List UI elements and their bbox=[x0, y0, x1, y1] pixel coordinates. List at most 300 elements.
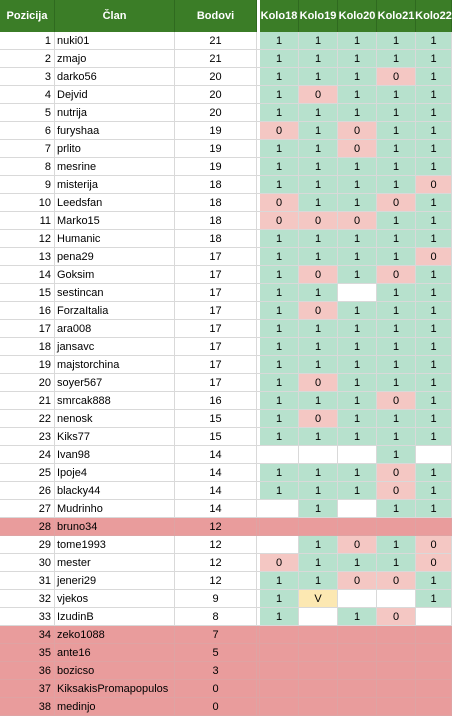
cell-kolo-22[interactable]: 0 bbox=[416, 248, 452, 266]
cell-position[interactable]: 19 bbox=[0, 356, 55, 374]
cell-points[interactable]: 17 bbox=[175, 302, 257, 320]
cell-points[interactable]: 12 bbox=[175, 554, 257, 572]
cell-kolo-19[interactable]: 1 bbox=[299, 50, 338, 68]
cell-kolo-19[interactable]: 1 bbox=[299, 536, 338, 554]
cell-kolo-20[interactable] bbox=[338, 626, 377, 644]
cell-kolo-18[interactable]: 1 bbox=[260, 140, 299, 158]
cell-member[interactable]: Ivan98 bbox=[55, 446, 175, 464]
cell-member[interactable]: nutrija bbox=[55, 104, 175, 122]
cell-kolo-19[interactable]: 0 bbox=[299, 86, 338, 104]
cell-position[interactable]: 7 bbox=[0, 140, 55, 158]
cell-kolo-19[interactable]: 1 bbox=[299, 104, 338, 122]
cell-kolo-20[interactable]: 1 bbox=[338, 608, 377, 626]
cell-kolo-22[interactable] bbox=[416, 626, 452, 644]
cell-points[interactable]: 14 bbox=[175, 500, 257, 518]
cell-points[interactable]: 12 bbox=[175, 536, 257, 554]
cell-kolo-20[interactable]: 1 bbox=[338, 32, 377, 50]
cell-position[interactable]: 26 bbox=[0, 482, 55, 500]
cell-points[interactable]: 0 bbox=[175, 680, 257, 698]
cell-member[interactable]: IzudinB bbox=[55, 608, 175, 626]
cell-kolo-18[interactable] bbox=[260, 500, 299, 518]
cell-position[interactable]: 1 bbox=[0, 32, 55, 50]
cell-kolo-19[interactable]: 1 bbox=[299, 140, 338, 158]
cell-kolo-19[interactable]: 0 bbox=[299, 212, 338, 230]
cell-kolo-20[interactable]: 1 bbox=[338, 194, 377, 212]
cell-kolo-20[interactable]: 0 bbox=[338, 572, 377, 590]
cell-kolo-21[interactable] bbox=[377, 590, 416, 608]
cell-kolo-18[interactable]: 1 bbox=[260, 248, 299, 266]
cell-kolo-18[interactable]: 1 bbox=[260, 50, 299, 68]
cell-kolo-22[interactable]: 1 bbox=[416, 572, 452, 590]
cell-position[interactable]: 10 bbox=[0, 194, 55, 212]
cell-position[interactable]: 28 bbox=[0, 518, 55, 536]
cell-points[interactable]: 8 bbox=[175, 608, 257, 626]
cell-position[interactable]: 22 bbox=[0, 410, 55, 428]
cell-kolo-22[interactable]: 0 bbox=[416, 554, 452, 572]
cell-kolo-18[interactable]: 1 bbox=[260, 176, 299, 194]
cell-kolo-22[interactable]: 1 bbox=[416, 32, 452, 50]
cell-kolo-22[interactable]: 1 bbox=[416, 428, 452, 446]
cell-kolo-20[interactable]: 1 bbox=[338, 554, 377, 572]
cell-member[interactable]: nenosk bbox=[55, 410, 175, 428]
cell-points[interactable]: 20 bbox=[175, 68, 257, 86]
cell-member[interactable]: furyshaa bbox=[55, 122, 175, 140]
cell-member[interactable]: ara008 bbox=[55, 320, 175, 338]
cell-kolo-18[interactable]: 1 bbox=[260, 572, 299, 590]
cell-member[interactable]: Dejvid bbox=[55, 86, 175, 104]
cell-points[interactable]: 3 bbox=[175, 662, 257, 680]
cell-kolo-20[interactable]: 1 bbox=[338, 86, 377, 104]
header-clan[interactable]: Član bbox=[55, 0, 175, 32]
cell-kolo-18[interactable]: 1 bbox=[260, 68, 299, 86]
cell-kolo-18[interactable]: 1 bbox=[260, 302, 299, 320]
cell-position[interactable]: 14 bbox=[0, 266, 55, 284]
cell-position[interactable]: 32 bbox=[0, 590, 55, 608]
cell-member[interactable]: vjekos bbox=[55, 590, 175, 608]
cell-kolo-22[interactable]: 1 bbox=[416, 104, 452, 122]
cell-kolo-21[interactable] bbox=[377, 518, 416, 536]
cell-position[interactable]: 20 bbox=[0, 374, 55, 392]
cell-position[interactable]: 17 bbox=[0, 320, 55, 338]
cell-points[interactable]: 19 bbox=[175, 122, 257, 140]
cell-points[interactable]: 17 bbox=[175, 266, 257, 284]
cell-kolo-19[interactable]: 0 bbox=[299, 266, 338, 284]
cell-kolo-22[interactable]: 1 bbox=[416, 284, 452, 302]
cell-member[interactable]: zeko1088 bbox=[55, 626, 175, 644]
cell-kolo-19[interactable]: 1 bbox=[299, 194, 338, 212]
cell-kolo-21[interactable]: 1 bbox=[377, 302, 416, 320]
cell-position[interactable]: 36 bbox=[0, 662, 55, 680]
cell-kolo-21[interactable]: 1 bbox=[377, 212, 416, 230]
cell-kolo-18[interactable]: 1 bbox=[260, 230, 299, 248]
cell-kolo-22[interactable] bbox=[416, 698, 452, 716]
cell-member[interactable]: bruno34 bbox=[55, 518, 175, 536]
cell-kolo-18[interactable]: 1 bbox=[260, 86, 299, 104]
cell-kolo-21[interactable]: 1 bbox=[377, 410, 416, 428]
cell-kolo-22[interactable]: 1 bbox=[416, 122, 452, 140]
cell-kolo-22[interactable]: 1 bbox=[416, 338, 452, 356]
cell-points[interactable]: 14 bbox=[175, 464, 257, 482]
cell-position[interactable]: 24 bbox=[0, 446, 55, 464]
cell-kolo-19[interactable]: 0 bbox=[299, 302, 338, 320]
cell-kolo-19[interactable]: 0 bbox=[299, 374, 338, 392]
cell-points[interactable]: 7 bbox=[175, 626, 257, 644]
cell-kolo-20[interactable]: 1 bbox=[338, 428, 377, 446]
cell-kolo-21[interactable]: 1 bbox=[377, 554, 416, 572]
cell-position[interactable]: 33 bbox=[0, 608, 55, 626]
cell-points[interactable]: 18 bbox=[175, 230, 257, 248]
cell-kolo-18[interactable]: 1 bbox=[260, 464, 299, 482]
cell-member[interactable]: zmajo bbox=[55, 50, 175, 68]
cell-kolo-20[interactable]: 1 bbox=[338, 176, 377, 194]
cell-kolo-18[interactable]: 0 bbox=[260, 212, 299, 230]
cell-member[interactable]: prlito bbox=[55, 140, 175, 158]
cell-member[interactable]: Leedsfan bbox=[55, 194, 175, 212]
cell-points[interactable]: 17 bbox=[175, 374, 257, 392]
cell-kolo-18[interactable]: 0 bbox=[260, 554, 299, 572]
cell-kolo-21[interactable]: 1 bbox=[377, 122, 416, 140]
cell-kolo-20[interactable] bbox=[338, 698, 377, 716]
cell-kolo-19[interactable] bbox=[299, 698, 338, 716]
cell-kolo-18[interactable] bbox=[260, 518, 299, 536]
cell-kolo-18[interactable]: 1 bbox=[260, 320, 299, 338]
cell-kolo-19[interactable]: 1 bbox=[299, 554, 338, 572]
cell-kolo-19[interactable]: 1 bbox=[299, 464, 338, 482]
cell-kolo-21[interactable]: 0 bbox=[377, 572, 416, 590]
cell-kolo-19[interactable]: 1 bbox=[299, 68, 338, 86]
cell-kolo-20[interactable]: 1 bbox=[338, 392, 377, 410]
cell-kolo-21[interactable] bbox=[377, 698, 416, 716]
cell-kolo-19[interactable]: 0 bbox=[299, 410, 338, 428]
cell-position[interactable]: 25 bbox=[0, 464, 55, 482]
cell-kolo-18[interactable]: 1 bbox=[260, 356, 299, 374]
cell-points[interactable]: 16 bbox=[175, 392, 257, 410]
cell-points[interactable]: 9 bbox=[175, 590, 257, 608]
cell-kolo-19[interactable]: 1 bbox=[299, 572, 338, 590]
cell-kolo-20[interactable]: 1 bbox=[338, 338, 377, 356]
cell-kolo-19[interactable]: 1 bbox=[299, 392, 338, 410]
cell-kolo-20[interactable]: 1 bbox=[338, 302, 377, 320]
cell-kolo-18[interactable] bbox=[260, 662, 299, 680]
cell-position[interactable]: 4 bbox=[0, 86, 55, 104]
cell-kolo-20[interactable]: 1 bbox=[338, 464, 377, 482]
cell-position[interactable]: 13 bbox=[0, 248, 55, 266]
cell-kolo-22[interactable]: 1 bbox=[416, 410, 452, 428]
cell-member[interactable]: bozicso bbox=[55, 662, 175, 680]
cell-kolo-19[interactable]: 1 bbox=[299, 428, 338, 446]
cell-kolo-18[interactable]: 1 bbox=[260, 482, 299, 500]
cell-member[interactable]: mester bbox=[55, 554, 175, 572]
cell-member[interactable]: nuki01 bbox=[55, 32, 175, 50]
cell-kolo-21[interactable]: 1 bbox=[377, 86, 416, 104]
cell-kolo-20[interactable]: 1 bbox=[338, 248, 377, 266]
cell-kolo-21[interactable]: 1 bbox=[377, 500, 416, 518]
cell-kolo-21[interactable]: 1 bbox=[377, 248, 416, 266]
cell-kolo-21[interactable]: 0 bbox=[377, 464, 416, 482]
cell-member[interactable]: majstorchina bbox=[55, 356, 175, 374]
cell-kolo-20[interactable] bbox=[338, 446, 377, 464]
cell-points[interactable]: 15 bbox=[175, 428, 257, 446]
cell-member[interactable]: mesrine bbox=[55, 158, 175, 176]
cell-kolo-22[interactable]: 1 bbox=[416, 212, 452, 230]
cell-points[interactable]: 20 bbox=[175, 86, 257, 104]
header-kolo-22[interactable]: Kolo 22 bbox=[416, 0, 452, 32]
cell-kolo-21[interactable]: 0 bbox=[377, 194, 416, 212]
header-kolo-20[interactable]: Kolo 20 bbox=[338, 0, 377, 32]
cell-kolo-21[interactable]: 1 bbox=[377, 374, 416, 392]
cell-kolo-22[interactable]: 1 bbox=[416, 482, 452, 500]
cell-kolo-18[interactable]: 0 bbox=[260, 122, 299, 140]
cell-member[interactable]: darko56 bbox=[55, 68, 175, 86]
cell-kolo-20[interactable]: 1 bbox=[338, 68, 377, 86]
cell-position[interactable]: 21 bbox=[0, 392, 55, 410]
cell-points[interactable]: 0 bbox=[175, 698, 257, 716]
cell-kolo-21[interactable]: 1 bbox=[377, 140, 416, 158]
cell-member[interactable]: Humanic bbox=[55, 230, 175, 248]
cell-kolo-22[interactable]: 1 bbox=[416, 68, 452, 86]
cell-kolo-19[interactable]: 1 bbox=[299, 482, 338, 500]
cell-points[interactable]: 15 bbox=[175, 410, 257, 428]
cell-kolo-22[interactable] bbox=[416, 680, 452, 698]
cell-kolo-21[interactable] bbox=[377, 644, 416, 662]
cell-kolo-18[interactable] bbox=[260, 680, 299, 698]
cell-kolo-19[interactable]: 1 bbox=[299, 500, 338, 518]
cell-kolo-22[interactable]: 1 bbox=[416, 590, 452, 608]
cell-kolo-21[interactable]: 1 bbox=[377, 428, 416, 446]
cell-member[interactable]: sestincan bbox=[55, 284, 175, 302]
cell-kolo-20[interactable]: 0 bbox=[338, 140, 377, 158]
cell-kolo-21[interactable]: 1 bbox=[377, 158, 416, 176]
cell-kolo-18[interactable]: 1 bbox=[260, 410, 299, 428]
cell-kolo-18[interactable]: 1 bbox=[260, 428, 299, 446]
header-kolo-18[interactable]: Kolo 18 bbox=[260, 0, 299, 32]
cell-kolo-22[interactable] bbox=[416, 518, 452, 536]
cell-kolo-20[interactable]: 1 bbox=[338, 374, 377, 392]
cell-points[interactable]: 19 bbox=[175, 140, 257, 158]
cell-kolo-22[interactable]: 1 bbox=[416, 374, 452, 392]
cell-kolo-22[interactable] bbox=[416, 662, 452, 680]
cell-kolo-19[interactable] bbox=[299, 662, 338, 680]
cell-kolo-19[interactable]: V bbox=[299, 590, 338, 608]
cell-kolo-21[interactable]: 0 bbox=[377, 608, 416, 626]
cell-kolo-18[interactable]: 1 bbox=[260, 104, 299, 122]
cell-kolo-20[interactable]: 1 bbox=[338, 482, 377, 500]
cell-kolo-19[interactable]: 1 bbox=[299, 320, 338, 338]
cell-points[interactable]: 18 bbox=[175, 176, 257, 194]
cell-kolo-21[interactable]: 1 bbox=[377, 320, 416, 338]
cell-kolo-19[interactable]: 1 bbox=[299, 158, 338, 176]
cell-kolo-22[interactable]: 1 bbox=[416, 464, 452, 482]
cell-points[interactable]: 21 bbox=[175, 50, 257, 68]
cell-kolo-20[interactable] bbox=[338, 680, 377, 698]
cell-kolo-22[interactable] bbox=[416, 608, 452, 626]
cell-kolo-20[interactable]: 1 bbox=[338, 356, 377, 374]
cell-kolo-18[interactable]: 1 bbox=[260, 158, 299, 176]
header-kolo-19[interactable]: Kolo 19 bbox=[299, 0, 338, 32]
cell-position[interactable]: 38 bbox=[0, 698, 55, 716]
cell-position[interactable]: 12 bbox=[0, 230, 55, 248]
cell-kolo-18[interactable] bbox=[260, 446, 299, 464]
header-bodovi[interactable]: Bodovi bbox=[175, 0, 257, 32]
cell-position[interactable]: 9 bbox=[0, 176, 55, 194]
cell-kolo-21[interactable]: 1 bbox=[377, 176, 416, 194]
cell-kolo-20[interactable] bbox=[338, 284, 377, 302]
cell-kolo-21[interactable]: 0 bbox=[377, 482, 416, 500]
cell-member[interactable]: KiksakisPromapopulos bbox=[55, 680, 175, 698]
cell-kolo-19[interactable]: 1 bbox=[299, 32, 338, 50]
cell-kolo-19[interactable]: 1 bbox=[299, 338, 338, 356]
cell-points[interactable]: 12 bbox=[175, 572, 257, 590]
cell-position[interactable]: 30 bbox=[0, 554, 55, 572]
cell-points[interactable]: 18 bbox=[175, 212, 257, 230]
cell-points[interactable]: 18 bbox=[175, 194, 257, 212]
cell-kolo-22[interactable]: 1 bbox=[416, 140, 452, 158]
cell-kolo-21[interactable] bbox=[377, 680, 416, 698]
cell-member[interactable]: blacky44 bbox=[55, 482, 175, 500]
cell-position[interactable]: 34 bbox=[0, 626, 55, 644]
cell-kolo-20[interactable]: 1 bbox=[338, 230, 377, 248]
cell-member[interactable]: Ipoje4 bbox=[55, 464, 175, 482]
cell-kolo-22[interactable]: 1 bbox=[416, 266, 452, 284]
cell-kolo-22[interactable]: 1 bbox=[416, 194, 452, 212]
cell-kolo-22[interactable]: 1 bbox=[416, 230, 452, 248]
cell-kolo-19[interactable]: 1 bbox=[299, 230, 338, 248]
cell-kolo-19[interactable]: 1 bbox=[299, 284, 338, 302]
cell-kolo-20[interactable] bbox=[338, 518, 377, 536]
cell-points[interactable]: 20 bbox=[175, 104, 257, 122]
cell-member[interactable]: smrcak888 bbox=[55, 392, 175, 410]
cell-kolo-19[interactable] bbox=[299, 680, 338, 698]
cell-kolo-22[interactable]: 1 bbox=[416, 158, 452, 176]
cell-kolo-18[interactable]: 0 bbox=[260, 194, 299, 212]
cell-kolo-21[interactable]: 1 bbox=[377, 284, 416, 302]
cell-kolo-18[interactable]: 1 bbox=[260, 590, 299, 608]
cell-kolo-18[interactable]: 1 bbox=[260, 338, 299, 356]
cell-position[interactable]: 16 bbox=[0, 302, 55, 320]
cell-kolo-22[interactable]: 1 bbox=[416, 86, 452, 104]
cell-position[interactable]: 23 bbox=[0, 428, 55, 446]
cell-position[interactable]: 37 bbox=[0, 680, 55, 698]
cell-kolo-20[interactable]: 0 bbox=[338, 122, 377, 140]
cell-kolo-21[interactable]: 0 bbox=[377, 68, 416, 86]
cell-kolo-21[interactable]: 1 bbox=[377, 536, 416, 554]
cell-kolo-20[interactable]: 0 bbox=[338, 212, 377, 230]
cell-kolo-19[interactable]: 1 bbox=[299, 356, 338, 374]
cell-kolo-20[interactable]: 1 bbox=[338, 158, 377, 176]
cell-points[interactable]: 14 bbox=[175, 482, 257, 500]
cell-kolo-20[interactable]: 1 bbox=[338, 410, 377, 428]
cell-points[interactable]: 17 bbox=[175, 356, 257, 374]
cell-position[interactable]: 2 bbox=[0, 50, 55, 68]
cell-member[interactable]: tome1993 bbox=[55, 536, 175, 554]
cell-position[interactable]: 27 bbox=[0, 500, 55, 518]
cell-member[interactable]: ForzaItalia bbox=[55, 302, 175, 320]
cell-position[interactable]: 8 bbox=[0, 158, 55, 176]
cell-kolo-18[interactable] bbox=[260, 536, 299, 554]
cell-kolo-22[interactable]: 1 bbox=[416, 392, 452, 410]
cell-kolo-21[interactable]: 1 bbox=[377, 32, 416, 50]
cell-kolo-22[interactable]: 1 bbox=[416, 302, 452, 320]
cell-kolo-20[interactable]: 1 bbox=[338, 104, 377, 122]
cell-kolo-21[interactable]: 0 bbox=[377, 392, 416, 410]
cell-member[interactable]: pena29 bbox=[55, 248, 175, 266]
cell-kolo-18[interactable]: 1 bbox=[260, 284, 299, 302]
header-pozicija[interactable]: Pozicija bbox=[0, 0, 55, 32]
cell-kolo-22[interactable]: 0 bbox=[416, 536, 452, 554]
cell-member[interactable]: misterija bbox=[55, 176, 175, 194]
cell-points[interactable]: 12 bbox=[175, 518, 257, 536]
cell-member[interactable]: ante16 bbox=[55, 644, 175, 662]
cell-kolo-21[interactable] bbox=[377, 662, 416, 680]
cell-kolo-18[interactable]: 1 bbox=[260, 608, 299, 626]
cell-points[interactable]: 17 bbox=[175, 320, 257, 338]
cell-kolo-21[interactable]: 1 bbox=[377, 356, 416, 374]
cell-kolo-19[interactable]: 1 bbox=[299, 176, 338, 194]
cell-kolo-20[interactable]: 1 bbox=[338, 50, 377, 68]
cell-member[interactable]: jansavc bbox=[55, 338, 175, 356]
cell-kolo-19[interactable] bbox=[299, 608, 338, 626]
cell-member[interactable]: Goksim bbox=[55, 266, 175, 284]
cell-member[interactable]: soyer567 bbox=[55, 374, 175, 392]
cell-kolo-20[interactable] bbox=[338, 662, 377, 680]
cell-points[interactable]: 5 bbox=[175, 644, 257, 662]
cell-kolo-19[interactable]: 1 bbox=[299, 122, 338, 140]
cell-points[interactable]: 21 bbox=[175, 32, 257, 50]
cell-kolo-20[interactable] bbox=[338, 644, 377, 662]
cell-kolo-20[interactable] bbox=[338, 500, 377, 518]
cell-kolo-20[interactable]: 1 bbox=[338, 320, 377, 338]
cell-kolo-22[interactable] bbox=[416, 446, 452, 464]
cell-position[interactable]: 3 bbox=[0, 68, 55, 86]
cell-kolo-18[interactable]: 1 bbox=[260, 266, 299, 284]
cell-member[interactable]: Mudrinho bbox=[55, 500, 175, 518]
header-kolo-21[interactable]: Kolo 21 bbox=[377, 0, 416, 32]
cell-kolo-19[interactable] bbox=[299, 446, 338, 464]
cell-kolo-21[interactable]: 1 bbox=[377, 338, 416, 356]
cell-kolo-18[interactable] bbox=[260, 626, 299, 644]
cell-kolo-22[interactable] bbox=[416, 644, 452, 662]
cell-position[interactable]: 18 bbox=[0, 338, 55, 356]
cell-position[interactable]: 31 bbox=[0, 572, 55, 590]
cell-kolo-22[interactable]: 0 bbox=[416, 176, 452, 194]
cell-kolo-19[interactable] bbox=[299, 644, 338, 662]
cell-kolo-18[interactable]: 1 bbox=[260, 392, 299, 410]
cell-kolo-20[interactable]: 0 bbox=[338, 536, 377, 554]
cell-kolo-21[interactable]: 1 bbox=[377, 50, 416, 68]
cell-member[interactable]: medinjo bbox=[55, 698, 175, 716]
cell-position[interactable]: 15 bbox=[0, 284, 55, 302]
cell-kolo-22[interactable]: 1 bbox=[416, 50, 452, 68]
cell-kolo-21[interactable]: 1 bbox=[377, 104, 416, 122]
cell-points[interactable]: 17 bbox=[175, 338, 257, 356]
cell-kolo-21[interactable] bbox=[377, 626, 416, 644]
cell-points[interactable]: 14 bbox=[175, 446, 257, 464]
cell-kolo-18[interactable]: 1 bbox=[260, 32, 299, 50]
cell-kolo-22[interactable]: 1 bbox=[416, 356, 452, 374]
cell-position[interactable]: 5 bbox=[0, 104, 55, 122]
cell-kolo-19[interactable]: 1 bbox=[299, 248, 338, 266]
cell-kolo-21[interactable]: 0 bbox=[377, 266, 416, 284]
cell-kolo-18[interactable] bbox=[260, 698, 299, 716]
cell-kolo-22[interactable]: 1 bbox=[416, 500, 452, 518]
cell-kolo-18[interactable] bbox=[260, 644, 299, 662]
cell-member[interactable]: Kiks77 bbox=[55, 428, 175, 446]
cell-kolo-21[interactable]: 1 bbox=[377, 446, 416, 464]
cell-kolo-21[interactable]: 1 bbox=[377, 230, 416, 248]
cell-kolo-22[interactable]: 1 bbox=[416, 320, 452, 338]
cell-kolo-19[interactable] bbox=[299, 626, 338, 644]
cell-kolo-19[interactable] bbox=[299, 518, 338, 536]
